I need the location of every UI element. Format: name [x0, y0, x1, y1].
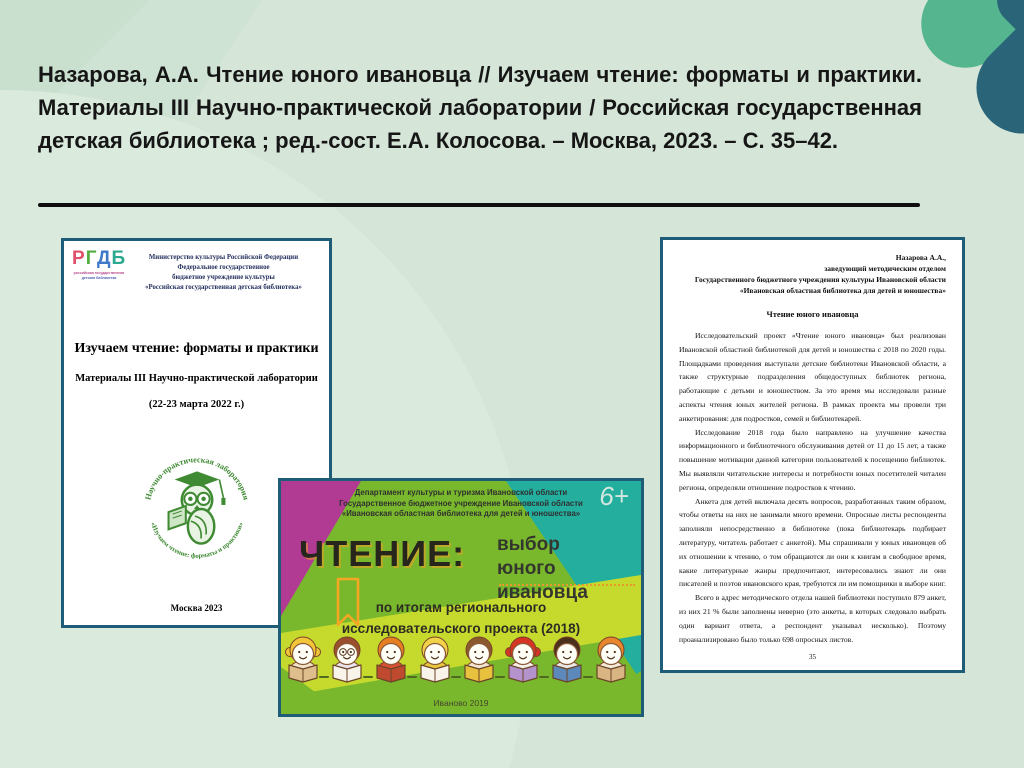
publisher-line: Министерство культуры Российской Федерации	[148, 254, 299, 261]
emblem-arc-text-bottom: «Изучаем чтение: форматы и практики»	[149, 521, 245, 560]
rgdb-logo-letters	[72, 249, 126, 269]
kid-reading-figure	[553, 637, 592, 682]
book-subtitle: Материалы III Научно-практической лаборатории	[75, 373, 318, 384]
article-paragraph: Исследование 2018 года было направлено на улучшение качества информационного и библиотечного обслуживания детей от 11 до 15 лет, а также повышение мотивации данной категории пользователей к посещению библиотек. Мы выявляли читательские интересы и потребности юных посетителей читален региона, определяли отношение подростков к чтению.	[679, 427, 946, 492]
publisher-line: Федеральное государственное	[177, 264, 270, 271]
flyer-title-line: юного ивановца	[497, 558, 588, 603]
flyer-subtitle	[311, 597, 611, 639]
dotted-accent-line	[499, 584, 635, 586]
book-date-line: (22-23 марта 2022 г.)	[148, 399, 245, 410]
flyer-title-continuation	[497, 533, 641, 605]
article-author-block	[679, 252, 946, 296]
flyer-publisher-line: Государственное бюджетное учреждение Ивановской области	[339, 498, 583, 508]
flyer-publisher-line: Департамент культуры и туризма Ивановской области	[354, 488, 568, 497]
article-author-line: Назарова А.А.,	[895, 253, 946, 262]
article-author-line: заведующий методическим отделом	[824, 264, 946, 273]
kid-reading-figure	[597, 637, 625, 682]
owl-graphic	[169, 471, 226, 543]
kid-reading-figure	[286, 637, 329, 682]
divider-line	[38, 203, 920, 207]
publisher-line: бюджетное учреждение культуры	[172, 274, 275, 281]
logo-letter: Р	[72, 248, 86, 269]
flyer-title-line: выбор	[497, 534, 560, 555]
logo-letter: Б	[111, 248, 127, 269]
rgdb-library-logo	[72, 249, 126, 293]
kid-reading-figure	[377, 637, 416, 682]
publisher-line: «Российская государственная детская библиотека»	[145, 284, 302, 291]
book-cover-header	[72, 249, 321, 293]
kid-reading-figure	[333, 637, 372, 682]
flyer-subtitle-line: по итогам регионального	[375, 600, 547, 615]
kid-reading-figure	[421, 637, 460, 682]
flyer-image	[278, 478, 644, 717]
logo-letter: Д	[97, 248, 112, 269]
age-rating-badge: 6+	[599, 481, 629, 511]
rgdb-logo-caption	[72, 271, 126, 280]
article-paragraph: Анкета для детей включала десять вопросов, разработанных таким образом, чтобы ответы на них не занимали много времени. Опросные листы респонденты заполняли непосредственно в библиотеке (пока библиотекарь подбирает литературу, читатель работает с анкетой). Мы спрашивали у юных ивановцев об их отношении к чтению, о том обращаются ли они к книгам в свободное время, какие литературные жанры предпочитают, интересовались знают ли они писателей и поэтов ивановского края, требуются ли им помощники в выборе книг.	[679, 496, 946, 589]
logo-caption-line: российская государственная	[73, 271, 125, 275]
citation-text: Назарова, А.А. Чтение юного ивановца // Изучаем чтение: форматы и практики. Материалы III Научно-практической лаборатории / Российская государственная детская библиотека ; ред.-сост. Е.А. Колосова. – Москва, 2023. – С. 35–42.	[38, 62, 922, 153]
emblem-arc-text-top: Научно-практическая лаборатория	[143, 455, 251, 501]
article-paragraph: Исследовательский проект «Чтение юного ивановца» был реализован Ивановской областной библиотекой для детей и юношества с 2018 по 2020 годы. Площадками проведения выступали детские библиотеки Ивановской области, а также структурные подразделения общедоступных библиотек региона, работающие с детьми и юношеством. За это время мы исследовали разные аспекты чтения юных жителей региона. В рамках проекта мы провели три анкетирования: для подростков, семей и библиотекарей.	[679, 331, 946, 423]
article-title: Чтение юного ивановца	[766, 309, 859, 319]
book-title: Изучаем чтение: форматы и практики	[74, 341, 319, 356]
flyer-publisher-info	[309, 488, 613, 520]
flyer-publisher-line: «Ивановская областная библиотека для детей и юношества»	[341, 509, 581, 518]
article-author-line: Государственного бюджетного учреждения культуры Ивановской области	[694, 275, 946, 284]
logo-letter: Г	[85, 248, 97, 269]
flyer-subtitle-line: исследовательского проекта (2018)	[341, 621, 581, 636]
article-author-line: «Ивановская областная библиотека для детей и юношества»	[739, 286, 946, 295]
flyer-imprint: Иваново 2019	[433, 698, 489, 708]
kid-reading-figure	[506, 637, 549, 682]
owl-emblem	[136, 447, 258, 569]
kid-reading-figure	[465, 637, 504, 682]
page-number: 35	[809, 653, 816, 661]
publisher-info	[126, 253, 321, 293]
book-imprint: Москва 2023	[170, 603, 223, 613]
article-page-image	[660, 237, 965, 673]
logo-caption-line: детская библиотека	[81, 275, 117, 280]
article-paragraph: Всего в адрес методического отдела нашей библиотеки поступило 879 анкет, из них 21 % были заполнены неверно (это анкеты, в которых следовало выбрать один вариант ответа, а респондент указывал несколько). Поэтому проанализировано было только 698 опросных листов.	[679, 593, 946, 644]
flyer-title: ЧТЕНИЕ:	[299, 533, 466, 574]
